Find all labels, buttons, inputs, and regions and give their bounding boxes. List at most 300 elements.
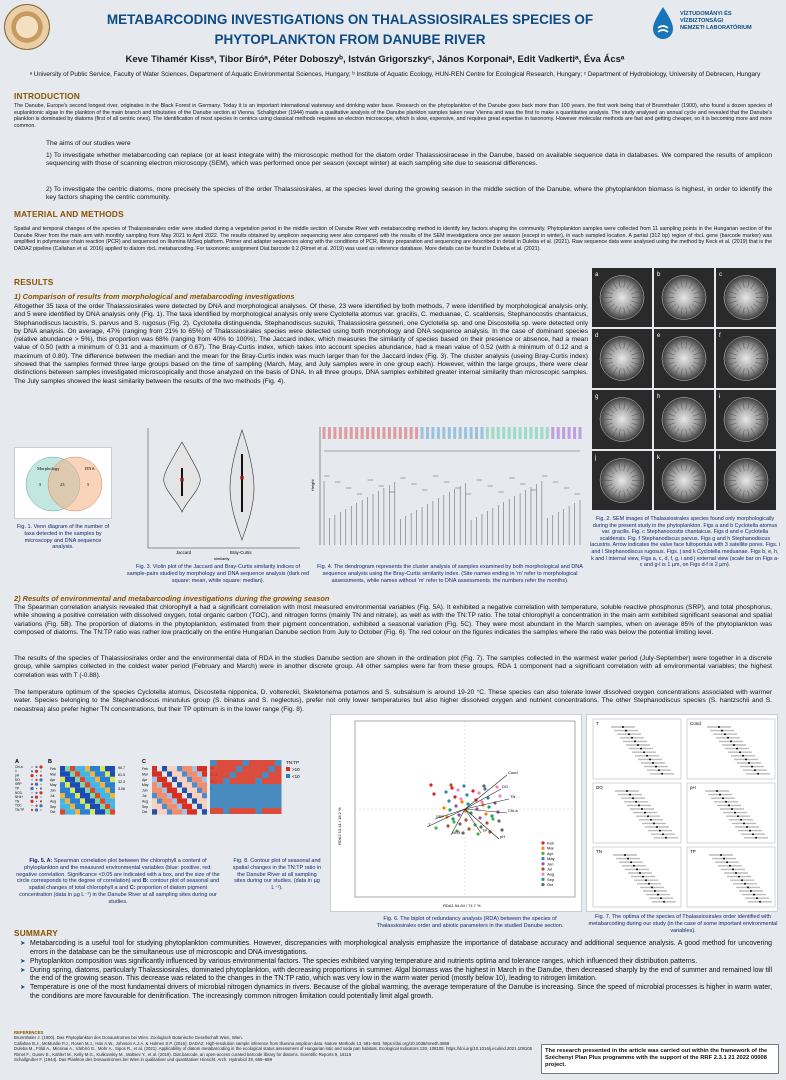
optima-panel xyxy=(687,847,775,907)
optima-point xyxy=(749,830,751,832)
optima-point xyxy=(625,730,627,732)
sem-panel xyxy=(592,390,652,449)
optima-panel xyxy=(593,719,681,779)
fig8-cell xyxy=(217,760,224,766)
heatmap-cell xyxy=(157,788,162,793)
heatmap-cell xyxy=(105,798,110,803)
dendrogram-group-band xyxy=(579,427,582,439)
rda-vector-label: pH xyxy=(500,834,506,839)
dendrogram-group-band xyxy=(399,427,402,439)
fig8-cell xyxy=(269,808,276,814)
fig6-yaxis: RDA2 13.41 / 18.2 % xyxy=(337,807,342,845)
fig8-cell xyxy=(262,760,269,766)
sem-panel-label: h xyxy=(657,394,661,400)
rda-sample-point xyxy=(476,832,479,835)
fig5-panel-c-label: C xyxy=(142,759,146,765)
heatmap-cell xyxy=(162,766,167,771)
optima-point xyxy=(739,751,741,753)
results-sub-1: 1) Comparison of results from morphological and metabarcoding investigations xyxy=(14,292,295,301)
heatmap-cell xyxy=(80,777,85,782)
aims-title: The aims of our studies were xyxy=(46,140,131,147)
dendrogram-group-band xyxy=(426,427,429,439)
optima-point xyxy=(633,865,635,867)
fig5a-row-label: NO3- xyxy=(15,790,23,795)
heatmap-cell xyxy=(197,798,202,803)
fig8-cell xyxy=(275,802,282,808)
sem-panel xyxy=(716,451,776,510)
fig5a-corr-dot xyxy=(39,778,42,781)
optima-point xyxy=(720,854,722,856)
fig6-caption: Fig. 6. The biplot of redundancy analysis (RDA) between the species of Thalassiosirales order and abiotic parameters in the studied Danube section. xyxy=(376,916,564,929)
heatmap-cell xyxy=(60,788,65,793)
rda-vector-label: Cond xyxy=(508,770,518,775)
heatmap-cell xyxy=(182,771,187,776)
heatmap-cell xyxy=(182,777,187,782)
optima-point xyxy=(748,762,750,764)
heatmap-cell xyxy=(192,771,197,776)
heatmap-cell xyxy=(110,788,115,793)
rda-sample-point xyxy=(495,785,498,788)
heatmap-cell xyxy=(172,809,177,814)
heatmap-cell xyxy=(192,804,197,809)
fig8-cell xyxy=(269,796,276,802)
heatmap-cell xyxy=(167,793,172,798)
optima-point xyxy=(626,790,628,792)
heatmap-cell xyxy=(100,804,105,809)
heatmap-cell xyxy=(197,777,202,782)
rda-sample-point xyxy=(462,784,465,787)
heatmap-cell xyxy=(100,793,105,798)
heatmap-cell xyxy=(182,788,187,793)
fig8-cell xyxy=(223,778,230,784)
optima-point xyxy=(743,822,745,824)
reference-item: Duleba M., Földi A., Micsinai A., Várbíró G., Mohr A., Sipos R., et al. (2021). Applicability of diatom metabarcoding in the ecological status assessment of Hungarian lotic and soda pan habitats. Ecological Indicators 130, 108105. https://doi.org/10.1016/j.ecolind.2021.108105 xyxy=(14,1046,533,1052)
rda-sample-point xyxy=(490,814,493,817)
fig1-caption: Fig. 1. Venn diagram of the number of taxa detected in the samples by microscopy and DNA sequence analysis. xyxy=(16,524,110,551)
rda-sample-point xyxy=(460,800,463,803)
optima-panel-title: pH xyxy=(690,785,696,790)
fig5a-corr-dot xyxy=(31,779,32,780)
heatmap-cell xyxy=(75,788,80,793)
heatmap-cell xyxy=(60,809,65,814)
fig5a-corr-dot xyxy=(30,800,33,803)
heatmap-cell xyxy=(65,782,70,787)
rda-sample-point xyxy=(487,805,490,808)
fig8-cell xyxy=(269,790,276,796)
fig8-cell xyxy=(269,772,276,778)
fig5a-corr-dot xyxy=(39,804,42,807)
heatmap-cell xyxy=(75,798,80,803)
fig8-cell xyxy=(275,766,282,772)
optima-point xyxy=(759,901,761,903)
optima-point xyxy=(624,854,626,856)
fig6-rda-biplot xyxy=(330,714,582,912)
rda-sample-point xyxy=(453,795,456,798)
fig5a-row-label: TN:TP xyxy=(15,808,25,812)
rda-legend-label: Jul xyxy=(547,866,553,872)
heatmap-cell xyxy=(177,777,182,782)
references-heading: REFERENCES xyxy=(14,1030,44,1035)
rda-legend-marker xyxy=(541,878,544,881)
fig8-cell xyxy=(256,778,263,784)
heatmap-cell xyxy=(162,782,167,787)
heatmap-cell xyxy=(182,809,187,814)
dendrogram-group-band xyxy=(529,427,532,439)
heatmap-month-label: Jun xyxy=(50,788,56,793)
dendrogram-group-band xyxy=(421,427,424,439)
poster-title-line-1: METABARCODING INVESTIGATIONS ON THALASSIOSIRALES SPECIES OF xyxy=(106,12,594,27)
optima-point xyxy=(645,879,647,881)
fig5a-corr-dot xyxy=(35,808,38,811)
heatmap-cell xyxy=(85,798,90,803)
heatmap-cell xyxy=(70,782,75,787)
heatmap-cell xyxy=(65,766,70,771)
rda-legend-label: Apr xyxy=(547,850,554,856)
optima-point xyxy=(656,826,658,828)
fig5a-corr-dot xyxy=(39,791,42,794)
optima-point xyxy=(726,861,728,863)
aim-1: 1) To investigate whether metabarcoding can replace (or at least integrate with) the microscopic method for the diatom order Thalassiosiraceae in the Danube, based on available sequence data in databases. We compared the results of amplicon sequencing with those of scanning electron microscopy (SEM), which was performed once per season (except winter) at each sampling site due to seasonal differences. xyxy=(46,152,772,168)
sem-panel-label: c xyxy=(719,272,722,278)
fig8-cell xyxy=(256,790,263,796)
authors: Keve Tihamér Kissᵃ, Tibor Bíróᵃ, Péter Doboszyᵇ, István Grigorszkyᶜ, János Korponaiᵃ, Edit Vadkertiᵃ, Éva Ácsᵃ xyxy=(125,54,625,65)
dendrogram-group-band xyxy=(502,427,505,439)
optima-point xyxy=(661,773,663,775)
fig8-cell xyxy=(256,760,263,766)
fig5a-corr-dot xyxy=(30,787,33,790)
heatmap-legend-value: 61.5 xyxy=(118,773,125,777)
optima-point xyxy=(643,751,645,753)
heatmap-cell xyxy=(162,777,167,782)
heatmap-cell xyxy=(167,809,172,814)
dendrogram-group-band xyxy=(404,427,407,439)
fig8-cell xyxy=(262,778,269,784)
fig8-cell xyxy=(275,760,282,766)
optima-point xyxy=(660,897,662,899)
fig8-legend-swatch-high xyxy=(286,767,290,771)
rda-sample-point xyxy=(444,790,447,793)
heatmap-cell xyxy=(197,771,202,776)
rda-sample-point xyxy=(447,799,450,802)
optima-point xyxy=(630,861,632,863)
optima-point xyxy=(722,797,724,799)
rda-sample-point xyxy=(480,800,483,803)
rda-legend-label: Jun xyxy=(547,861,554,867)
sem-panel-label: i xyxy=(719,394,721,400)
sem-panel xyxy=(654,390,714,449)
heatmap-cell xyxy=(167,766,172,771)
heatmap-cell xyxy=(100,798,105,803)
fig8-cell xyxy=(223,784,230,790)
heatmap-cell xyxy=(192,793,197,798)
heatmap-cell xyxy=(105,771,110,776)
fig4-caption: Fig. 4. The dendrogram represents the cluster analysis of samples examined by both morphological and DNA sequence analysis using the Bray-Curtis similarity index. (Site names ending in 'm' refer to morphological assessments, while names without 'm' refer to DNA assessments. the numbers refer the months). xyxy=(317,564,583,584)
heatmap-cell xyxy=(110,777,115,782)
heatmap-cell xyxy=(197,788,202,793)
rda-sample-point xyxy=(442,806,445,809)
fig8-cell xyxy=(223,772,230,778)
heatmap-cell xyxy=(80,766,85,771)
heatmap-cell xyxy=(70,788,75,793)
summary-item: ➤ Temperature is one of the most fundamental drivers of microbial nitrogen dynamics in rivers. Because of the global warming, the average temperature of the Danube is increasing. Since the speed of microbial processes is higher in warm water, the conditions are more favourable for denitrification. The increasingly common nitrogen limitation could potentially limit algal growth. xyxy=(20,984,772,1001)
fig8-cell xyxy=(249,796,256,802)
venn-both-count: 23 xyxy=(60,482,65,487)
rda-sample-point xyxy=(449,783,452,786)
fig8-cell xyxy=(262,808,269,814)
dendrogram-group-band xyxy=(410,427,413,439)
violin-bray-curtis-mean xyxy=(240,476,243,479)
dendrogram-group-band xyxy=(557,427,560,439)
intro-text: The Danube, Europe's second longest river, originates in the Black Forest in Germany. Today it is an important international waterway and drinking water base. Research on the phytoplankton of the Danube goes back more than 100 years, the first work being that of Brunnthaler (1900), who found a dozen species of euplanktonic algae in the plankton of the main branch and tributaries of the Danube section at Vienna. Schallgruber (1944) made a qualitative analysis of the Danube plankton samples taken near Vienna and was the first to make a quantitative analysis. The study analysed an annual cycle and revealed that the Danube's plankton is dominated by diatoms (first of all centric ones). The identification of most species in centrics using classical methods requires an electron microscope, which is slow, expensive, and requires great expertise in taxonomy. However molecular methods are fast and getting cheaper, so it is becoming more and more common. xyxy=(14,103,772,130)
fig8-cell xyxy=(217,772,224,778)
rda-vector-label: T xyxy=(428,822,431,827)
fig8-cell xyxy=(236,796,243,802)
heatmap-cell xyxy=(65,804,70,809)
dendrogram-group-band xyxy=(393,427,396,439)
optima-panel-title: Cond xyxy=(690,721,701,726)
optima-panel-title: DO xyxy=(596,785,603,790)
fig8-cell xyxy=(262,796,269,802)
heatmap-month-label: Sep xyxy=(142,804,149,809)
heatmap-cell xyxy=(95,766,100,771)
heatmap-month-label: Mar xyxy=(50,772,56,777)
heatmap-cell xyxy=(152,804,157,809)
optima-point xyxy=(655,766,657,768)
fig8-cell xyxy=(236,760,243,766)
heatmap-cell xyxy=(177,793,182,798)
fig8-cell xyxy=(269,760,276,766)
fig8-cell xyxy=(236,778,243,784)
heatmap-legend-value: 90.7 xyxy=(118,766,125,770)
optima-point xyxy=(731,808,733,810)
heatmap-cell xyxy=(65,788,70,793)
optima-point xyxy=(755,837,757,839)
heatmap-cell xyxy=(172,804,177,809)
fig8-cell xyxy=(275,790,282,796)
dendrogram-group-band xyxy=(448,427,451,439)
heatmap-cell xyxy=(95,793,100,798)
heatmap-cell xyxy=(167,771,172,776)
fig5-panel-a-label: A xyxy=(15,759,19,765)
fig5a-corr-dot xyxy=(40,809,41,810)
heatmap-month-label: Jul xyxy=(142,794,147,798)
heatmap-cell xyxy=(172,782,177,787)
rda-legend-marker xyxy=(541,847,544,850)
dendrogram-group-band xyxy=(382,427,385,439)
heatmap-cell xyxy=(162,793,167,798)
rda-sample-point xyxy=(478,816,481,819)
rda-sample-point xyxy=(484,812,487,815)
fig8-cell xyxy=(230,784,237,790)
heatmap-cell xyxy=(100,771,105,776)
heatmap-cell xyxy=(105,788,110,793)
heatmap-legend-value: 32.3 xyxy=(118,780,125,784)
rda-sample-point xyxy=(491,817,494,820)
fig8-cell xyxy=(223,760,230,766)
fig8-cell xyxy=(236,784,243,790)
rda-sample-point xyxy=(497,819,500,822)
rda-vector-label: SRP xyxy=(436,814,445,819)
fig3-xlabel: similarity xyxy=(214,556,230,561)
dendrogram-group-band xyxy=(431,427,434,439)
fig3-caption: Fig. 3. Violin plot of the Jaccard and Bray-Curtis similarity indices of sample-pairs studied by morphology and DNA sequence analysis (dark red square: mean, white square: median). xyxy=(126,564,310,584)
heatmap-cell xyxy=(75,793,80,798)
fig5a-row-label: Chl-a xyxy=(15,765,23,769)
heatmap-month-label: Sep xyxy=(50,804,57,809)
sem-panel xyxy=(716,390,776,449)
water-drop-logo-icon xyxy=(652,6,674,40)
fig8-cell xyxy=(262,790,269,796)
rda-sample-point xyxy=(457,813,460,816)
heatmap-cell xyxy=(157,809,162,814)
reference-item: Callahan B.J., McMurdie P.J., Rosen M.J., Han A.W., Johnson A.J.A. & Holmes S.P. (2016). DADA2: High-resolution sample inference from Illumina amplicon data. Nature Methods 13, 581–583. https://doi.org/10.1038/nmeth.3869 xyxy=(14,1040,450,1046)
references xyxy=(14,1030,534,1062)
rda-sample-point xyxy=(466,802,469,805)
dendrogram-group-band xyxy=(562,427,565,439)
heatmap-cell xyxy=(110,782,115,787)
heatmap-cell xyxy=(192,809,197,814)
heatmap-cell xyxy=(177,782,182,787)
rda-sample-point xyxy=(482,784,485,787)
heatmap-cell xyxy=(65,793,70,798)
optima-panel-title: TN xyxy=(596,849,602,854)
fig8-cell xyxy=(223,796,230,802)
heatmap-cell xyxy=(70,777,75,782)
dendrogram-group-band xyxy=(328,427,331,439)
fig5a-row-label: TP xyxy=(15,786,20,791)
fig8-cell xyxy=(243,784,250,790)
sem-panel xyxy=(716,329,776,388)
venn-label-right: DNA xyxy=(85,466,95,471)
dendrogram-group-band xyxy=(377,427,380,439)
optima-point xyxy=(751,766,753,768)
heatmap-cell xyxy=(197,782,202,787)
dendrogram-group-band xyxy=(540,427,543,439)
heatmap-cell xyxy=(60,771,65,776)
heatmap-month-label: Oct xyxy=(50,810,56,815)
optima-point xyxy=(727,737,729,739)
dendrogram-group-band xyxy=(486,427,489,439)
optima-point xyxy=(747,886,749,888)
fig5a-row-label: SRP xyxy=(15,782,22,787)
rda-sample-point xyxy=(477,791,480,794)
heatmap-cell xyxy=(100,788,105,793)
intro-heading: INTRODUCTION xyxy=(14,91,81,101)
rda-legend-label: Aug xyxy=(547,871,555,877)
optima-point xyxy=(631,737,633,739)
fig5a-corr-dot xyxy=(40,800,42,802)
heatmap-cell xyxy=(187,788,192,793)
sem-panel-label: g xyxy=(595,394,599,400)
dendrogram-group-band xyxy=(464,427,467,439)
heatmap-cell xyxy=(100,809,105,814)
fig3-violin xyxy=(134,424,306,561)
sem-panel-label: d xyxy=(595,333,599,339)
heatmap-cell xyxy=(90,766,95,771)
optima-point xyxy=(632,797,634,799)
fig2-sem-grid xyxy=(592,268,778,512)
optima-point xyxy=(644,812,646,814)
sem-panel-label: f xyxy=(719,333,721,339)
optima-point xyxy=(729,865,731,867)
fig8-cell xyxy=(256,808,263,814)
rda-sample-point xyxy=(458,822,461,825)
heatmap-cell xyxy=(187,804,192,809)
results-text-1: Altogether 35 taxa of the order Thalassiosirales were detected by DNA and morphological analyses. Of these, 23 were identified by both methods, 7 were identified by morphological analysis only, and 5 were identified by DNA analysis only (Fig. 1). The taxa identified by morphological analysis only were Cyclotella atomus var. gracilis, C. meduanae, C. scaldensis, Stephanocostis chantaicus, Stephanodiscus lacustris, S. parvus and S. rugosus (Fig. 2). Cyclotella distinguenda, Stephanodiscus suzukii, Thalassiosira gessneri, one Cyclotella sp. and one Discostella sp. were detected only by DNA analysis. On average, 47% (ranging from 21% to 65%) of Thalassiosirales species were detected using both morphology and DNA sequence analysis. In the case of dominant species (relative abundance > 5%), this proportion was 68% (ranging from 40% to 100%). The Jaccard index, which measures the similarity of species based on their presence or absence, had a mean value of 0.50 (with a minimum of 0.31 and a maximum of 0.67). The Bray-Curtis index, which takes into account species abundance, had a mean value of 0.52 (with a minimum of 0.12 and a maximum of 0.80). The difference between the median and the mean for the Bray-Curtis index was much larger than for the Jaccard index (Fig. 3). The cluster analysis (useing Bray-Curtis index) showed that the samples formed three large groups based on the time of sampling (March, May, and July samples were in one group each). However, within the large groups, there were clear distinctions between samples investigated microscopically and those analyzed on the basis of DNA. In all three groups, DNA samples exhibited greater internal similarity than microscopic samples. The July samples showed the least similarity between the results of the two methods (Fig. 4). xyxy=(14,303,588,385)
optima-point xyxy=(732,868,734,870)
optima-point xyxy=(647,815,649,817)
optima-point xyxy=(663,901,665,903)
results-text-4: The temperature optimum of the species Cyclotella atomus, Discostella nipponica, D. voltereckii, Skeletonema potamos and S. subsalsum is around 19-20 °C. These species can also tolerate lower dissolved oxygen concentrations associated with warmer water. Species belonging to the Stephanodiscus minutulus group (S. binatus and S. neglectus), prefer not only lower temperatures but also higher dissolved oxygen and nutrient concentrations. The other Stephanodiscus species (S. hantzschii and S. neoastrea) also prefer higher TN concentrations, but their TP optimum is in the lower range (Fig. 8). xyxy=(14,689,772,713)
heatmap-cell xyxy=(105,782,110,787)
optima-point xyxy=(746,826,748,828)
dendrogram-group-band xyxy=(491,427,494,439)
heatmap-cell xyxy=(80,804,85,809)
optima-point xyxy=(649,758,651,760)
sem-panel xyxy=(592,329,652,388)
dendrogram-group-band xyxy=(453,427,456,439)
heatmap-cell xyxy=(192,766,197,771)
sem-panel-label: a xyxy=(595,272,599,278)
heatmap-cell xyxy=(182,766,187,771)
fig8-cell xyxy=(256,772,263,778)
fig8-cell xyxy=(217,796,224,802)
fig8-legend-high: >10 xyxy=(292,767,300,772)
dendrogram-group-band xyxy=(513,427,516,439)
heatmap-cell xyxy=(110,766,115,771)
heatmap-cell xyxy=(85,804,90,809)
dendrogram-group-band xyxy=(568,427,571,439)
heatmap-month-label: Jul xyxy=(50,794,55,798)
sem-panel-label: b xyxy=(657,272,661,278)
heatmap-cell xyxy=(95,777,100,782)
heatmap-cell xyxy=(172,793,177,798)
rda-legend-marker xyxy=(541,867,544,870)
dendrogram-group-band xyxy=(388,427,391,439)
heatmap-cell xyxy=(90,788,95,793)
heatmap-cell xyxy=(95,771,100,776)
heatmap-cell xyxy=(60,777,65,782)
fig5a-row-label: pH xyxy=(15,773,20,778)
fig8-cell xyxy=(217,766,224,772)
rda-vector-label: TN xyxy=(510,794,516,799)
fig5-caption: Fig. 5. A: Spearman correlation plot between the chlorophyll a content of phytoplankton and the measured environmental variables (blue: positive, red: negative correlation. Significance <0.05 are indicated with a box, and the size of the circle corresponds to the degree of correlation) and B: contour plot of seasonal and spatial changes of total chlorophyll a and C: proportion of diatom pigment concentration (data in µg L⁻¹) in the Danube River at all sampling sites during our studies. xyxy=(16,858,220,905)
optima-point xyxy=(648,883,650,885)
fig3-label-bray-curtis: Bray-Curtis xyxy=(230,550,252,555)
heatmap-cell xyxy=(65,809,70,814)
heatmap-cell xyxy=(60,798,65,803)
heatmap-month-label: Apr xyxy=(142,777,148,782)
rda-sample-point xyxy=(465,793,468,796)
fig8-cell xyxy=(210,778,217,784)
optima-panel xyxy=(593,847,681,907)
heatmap-legend-value: 3.06 xyxy=(118,787,125,791)
optima-point xyxy=(638,804,640,806)
rda-sample-point xyxy=(485,821,488,824)
optima-point xyxy=(750,890,752,892)
optima-point xyxy=(622,726,624,728)
heatmap-cell xyxy=(75,777,80,782)
optima-point xyxy=(736,748,738,750)
heatmap-cell xyxy=(80,809,85,814)
optima-point xyxy=(737,815,739,817)
heatmap-cell xyxy=(80,771,85,776)
sem-panel-label: k xyxy=(657,455,660,461)
heatmap-cell xyxy=(172,788,177,793)
sem-panel xyxy=(592,268,652,327)
fig8-cell xyxy=(230,766,237,772)
fig8-cell xyxy=(210,802,217,808)
